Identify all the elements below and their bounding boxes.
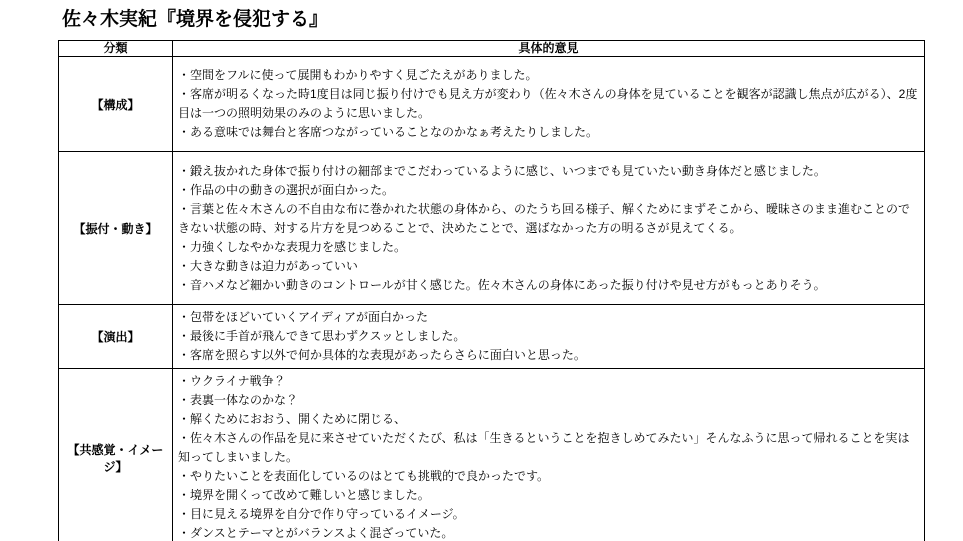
- header-cell-opinions: 具体的意見: [173, 41, 925, 57]
- category-cell-choreography: 【振付・動き】: [59, 152, 173, 305]
- opinion-item: ・言葉と佐々木さんの不自由な布に巻かれた状態の身体から、のたうち回る様子、解くためにまずそこから、曖昧さのまま進むことのできない状態の時、対する片方を見つめることで、決めたことで、選ばなかった方の明るさが見えてくる。: [178, 201, 911, 235]
- category-cell-composition: 【構成】: [59, 57, 173, 152]
- opinion-item: ・ウクライナ戦争？: [178, 374, 286, 388]
- opinion-item: ・鍛え抜かれた身体で振り付けの細部までこだわっているように感じ、いつまでも見ていたい動き身体だと感じました。: [178, 163, 826, 178]
- opinion-item: ・解くためにおおう、開くために閉じる、: [178, 412, 407, 426]
- opinion-item: ・空間をフルに使って展開もわかりやすく見ごたえがありました。: [178, 68, 538, 82]
- opinions-cell-composition: [173, 57, 925, 152]
- opinion-item: ・目に見える境界を自分で作り守っているイメージ。: [178, 507, 465, 521]
- opinions-cell-choreography: [173, 152, 925, 305]
- opinions-cell-synesthesia-image: [173, 369, 925, 541]
- category-cell-synesthesia-image: 【共感覚・イメージ】: [59, 369, 173, 541]
- table-row-choreography: [59, 152, 925, 305]
- table-row-direction: [59, 305, 925, 369]
- opinions-cell-direction: [173, 305, 925, 369]
- opinion-item: ・佐々木さんの作品を見に来させていただくたび、私は「生きるということを抱きしめてみたい」そんなふうに思って帰れることを実は知ってしまいました。: [178, 431, 910, 464]
- opinion-item: ・大きな動きは迫力があっていい: [178, 258, 358, 273]
- category-cell-direction: 【演出】: [59, 305, 173, 369]
- opinion-item: ・作品の中の動きの選択が面白かった。: [178, 182, 395, 197]
- opinion-item: ・客席を照らす以外で何か具体的な表現があったらさらに面白いと思った。: [178, 348, 586, 362]
- comments-table: [58, 40, 925, 541]
- page-title: 佐々木実紀『境界を侵犯する』: [62, 9, 329, 30]
- table-header-row: [59, 41, 925, 57]
- table-row-composition: [59, 57, 925, 152]
- opinion-item: ・やりたいことを表面化しているのはとても挑戦的で良かったです。: [178, 469, 550, 483]
- opinion-item: ・ダンスとテーマとがバランスよく混ざっていた。: [178, 526, 454, 540]
- header-cell-category: 分類: [59, 41, 173, 57]
- opinion-item: ・音ハメなど細かい動きのコントロールが甘く感じた。佐々木さんの身体にあった振り付けや見せ方がもっとありそう。: [178, 277, 826, 292]
- table-row-synesthesia-image: [59, 369, 925, 541]
- opinion-item: ・最後に手首が飛んできて思わずクスッとしました。: [178, 329, 466, 343]
- opinion-item: ・客席が明るくなった時1度目は同じ振り付けでも見え方が変わり（佐々木さんの身体を見ていることを観客が認識し焦点が広がる）、2度目は一つの照明効果のみのように思いました。: [178, 87, 918, 120]
- opinion-item: ・力強くしなやかな表現力を感じました。: [178, 239, 407, 254]
- opinion-item: ・表裏一体なのかな？: [178, 393, 299, 407]
- opinion-item: ・ある意味では舞台と客席つながっていることなのかなぁ考えたりしました。: [178, 125, 599, 139]
- opinion-item: ・境界を開くって改めて難しいと感じました。: [178, 488, 430, 502]
- opinion-item: ・包帯をほどいていくアイディアが面白かった: [178, 310, 428, 324]
